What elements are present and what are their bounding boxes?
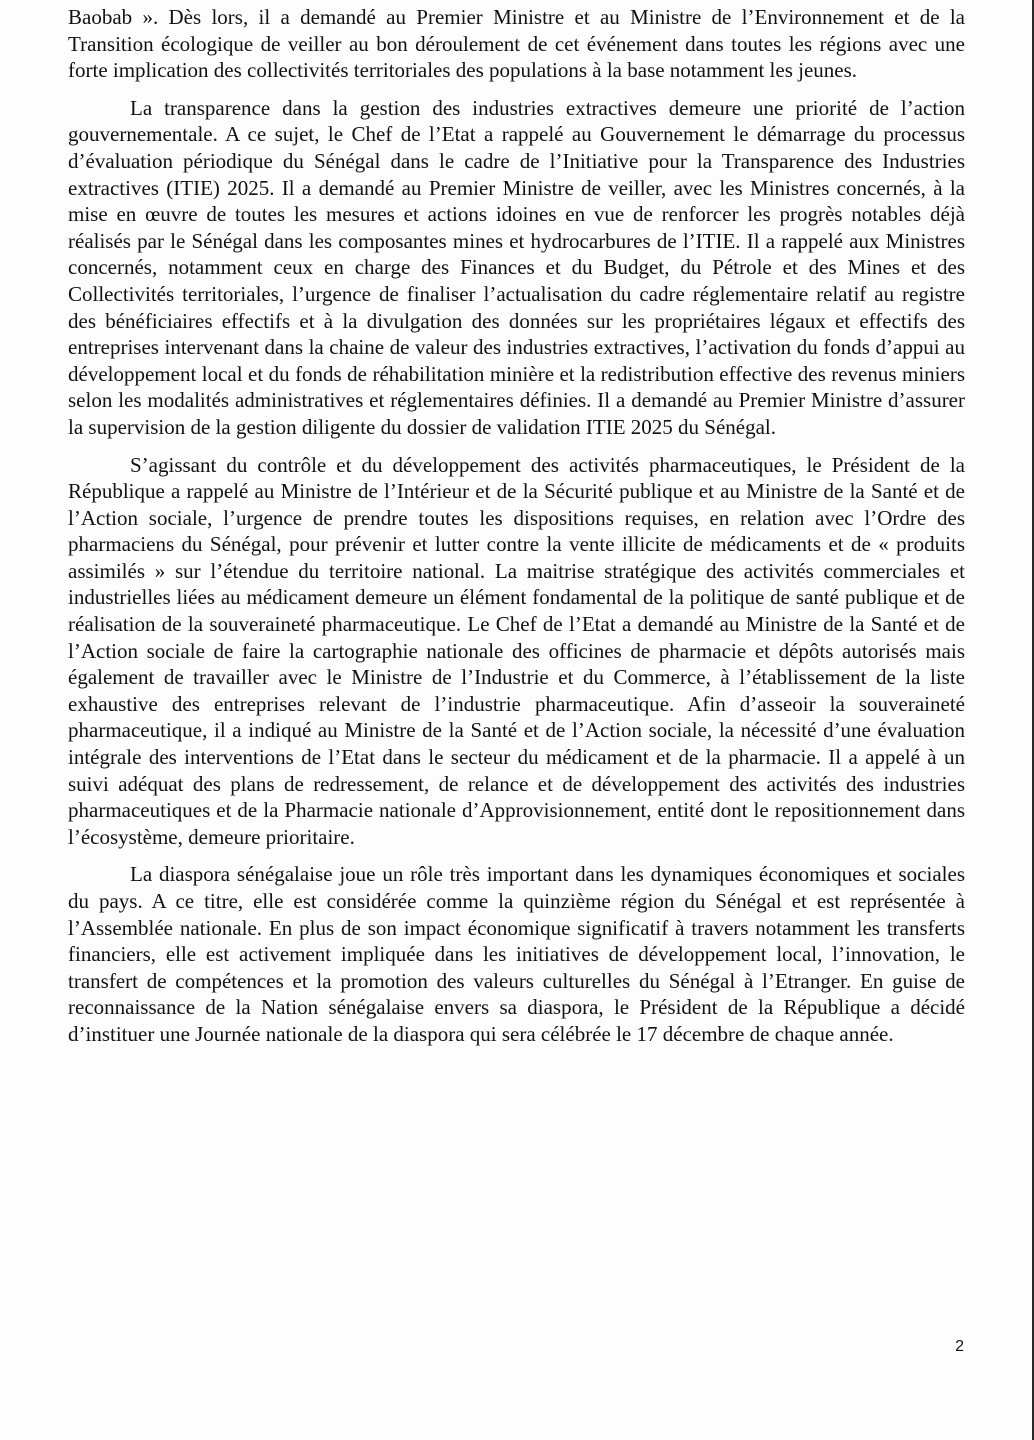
page-number: 2 <box>955 1338 964 1355</box>
page-body-text <box>68 4 965 1059</box>
paragraph-baobab-continuation: Baobab ». Dès lors, il a demandé au Premier Ministre et au Ministre de l’Environnement et de la Transition écologique de veiller au bon déroulement de cet événement dans toutes les régions avec une forte implication des collectivités territoriales des populations à la base notamment les jeunes. <box>68 5 965 83</box>
paragraph-pharmaceutical-activities: S’agissant du contrôle et du développement des activités pharmaceutiques, le Président de la République a rappelé au Ministre de l’Intérieur et de la Sécurité publique et au Ministre de la Santé et de l’Action sociale, l’urgence de prendre toutes les dispositions requises, en relation avec l’Ordre des pharmaciens du Sénégal, pour prévenir et lutter contre la vente illicite de médicaments et de « produits assimilés » sur l’étendue du territoire national. La maitrise stratégique des activités commerciales et industrielles liées au médicament demeure un élément fondamental de la politique de santé publique et de réalisation de la souveraineté pharmaceutique. Le Chef de l’Etat a demandé au Ministre de la Santé et de l’Action sociale de faire la cartographie nationale des officines de pharmacie et dépôts autorisés mais également de travailler avec le Ministre de l’Industrie et du Commerce, à l’établissement de la liste exhaustive des entreprises relevant de l’industrie pharmaceutique. Afin d’asseoir la souveraineté pharmaceutique, il a indiqué au Ministre de la Santé et de l’Action sociale, la nécessité d’une évaluation intégrale des interventions de l’Etat dans le secteur du médicament et de la pharmacie. Il a appelé à un suivi adéquat des plans de redressement, de relance et de développement des activités des industries pharmaceutiques et de la Pharmacie nationale d’Approvisionnement, entité dont le repositionnement dans l’écosystème, demeure prioritaire. <box>68 452 965 849</box>
paragraph-itie-transparency: La transparence dans la gestion des industries extractives demeure une priorité de l’action gouvernementale. A ce sujet, le Chef de l’Etat a rappelé au Gouvernement le démarrage du processus d’évaluation périodique du Sénégal dans le cadre de l’Initiative pour la Transparence des Industries extractives (ITIE) 2025. Il a demandé au Premier Ministre de veiller, avec les Ministres concernés, à la mise en œuvre de toutes les mesures et actions idoines en vue de renforcer les progrès notables déjà réalisés par le Sénégal dans les composantes mines et hydrocarbures de l’ITIE. Il a rappelé aux Ministres concernés, notamment ceux en charge des Finances et du Budget, du Pétrole et des Mines et des Collectivités territoriales, l’urgence de finaliser l’actualisation du cadre réglementaire relatif au registre des bénéficiaires effectifs et à la divulgation des données sur les propriétaires légaux et effectifs des entreprises intervenant dans la chaine de valeur des industries extractives, l’activation du fonds d’appui au développement local et du fonds de réhabilitation minière et la redistribution effective des revenus miniers selon les modalités administratives et réglementaires définies. Il a demandé au Premier Ministre d’assurer la supervision de la gestion diligente du dossier de validation ITIE 2025 du Sénégal. <box>68 95 965 439</box>
paragraph-diaspora: La diaspora sénégalaise joue un rôle très important dans les dynamiques économiques et sociales du pays. A ce titre, elle est considérée comme la quinzième région du Sénégal et est représentée à l’Assemblée nationale. En plus de son impact économique significatif à travers notamment les transferts financiers, elle est activement impliquée dans les initiatives de développement local, l’innovation, le transfert de compétences et la promotion des valeurs culturelles du Sénégal à l’Etranger. En guise de reconnaissance de la Nation sénégalaise envers sa diaspora, le Président de la République a décidé d’instituer une Journée nationale de la diaspora qui sera célébrée le 17 décembre de chaque année. <box>68 862 965 1046</box>
